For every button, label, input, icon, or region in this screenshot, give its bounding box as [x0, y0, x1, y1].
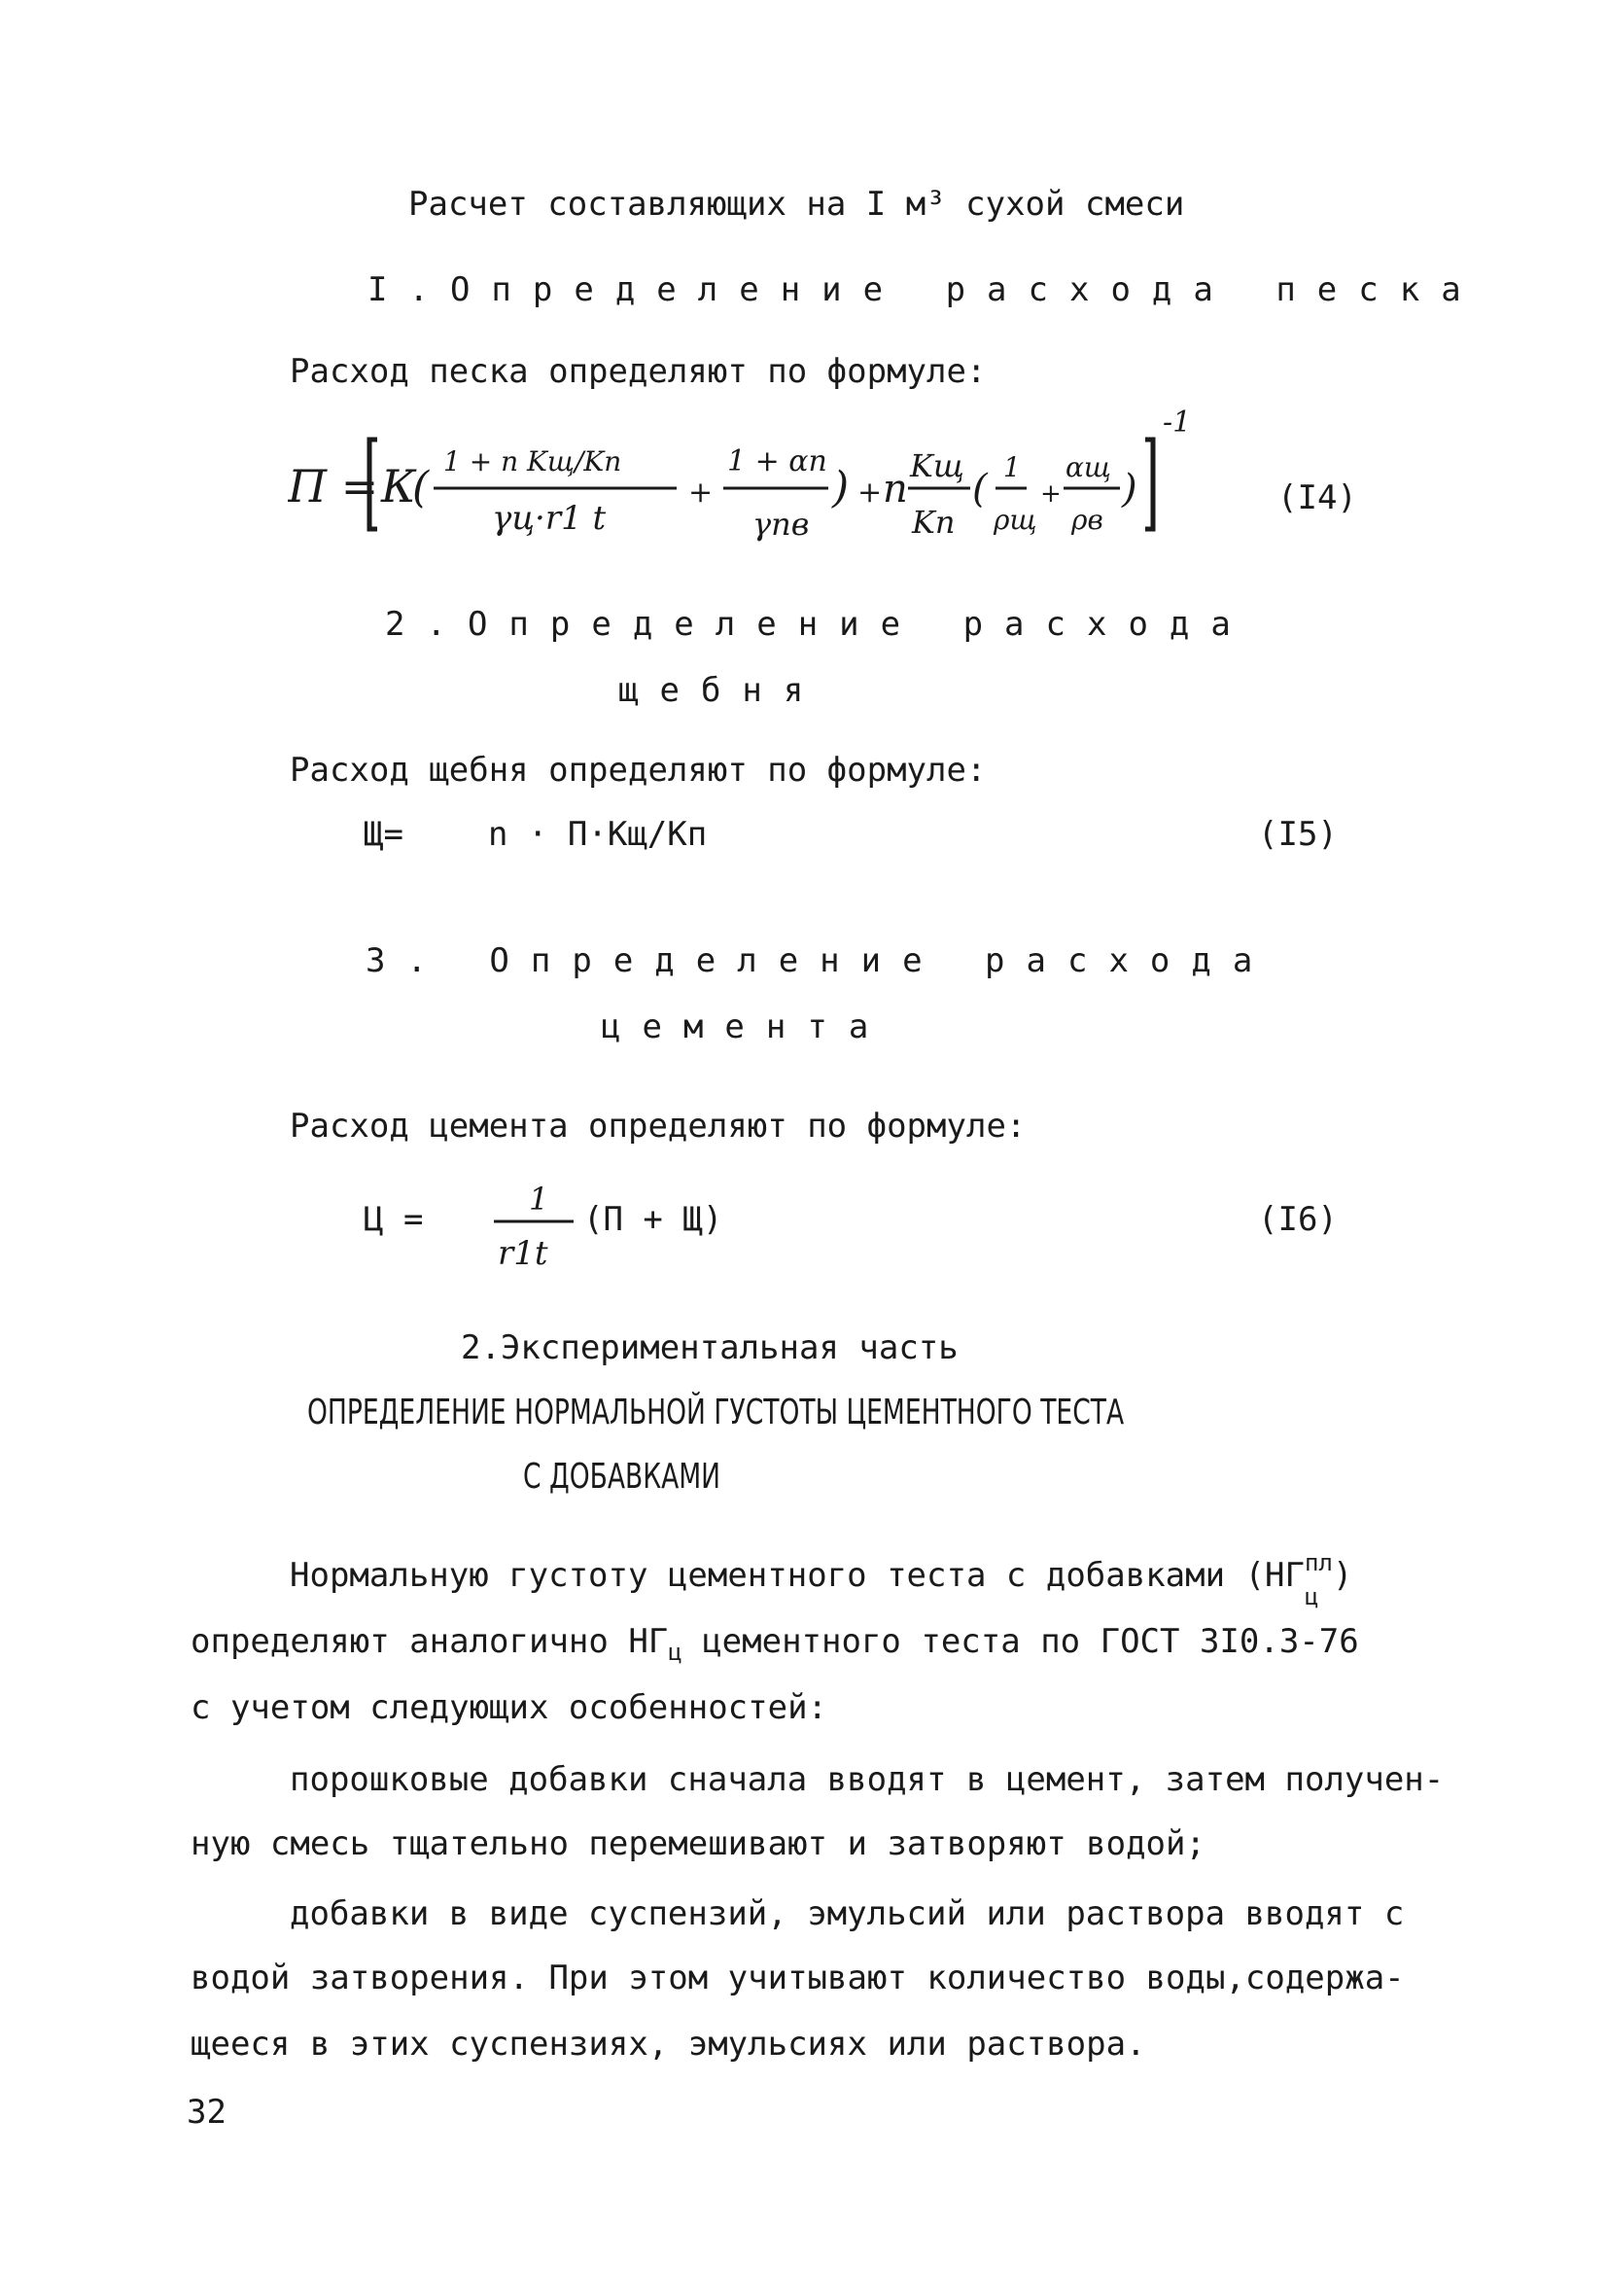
eq14-paren-open-2: (	[972, 467, 988, 512]
eq14-plus: +	[688, 476, 714, 510]
eq16-rhs: (П + Щ)	[583, 1200, 723, 1239]
eq14-paren-close-2: )	[1122, 467, 1137, 512]
section-3-intro: Расход цемента определяют по формуле:	[290, 1107, 1027, 1146]
p1-sup: пл	[1304, 1549, 1333, 1576]
eq14-lhs: П =	[288, 460, 379, 512]
paragraph-1-line3: с учетом следующих особенностей:	[191, 1688, 828, 1727]
section-3-heading-line2: цемента	[601, 1007, 891, 1046]
eq14-t1-den: γц·r1 t	[492, 499, 607, 538]
eq16-num: 1	[529, 1181, 549, 1218]
formula-i4	[288, 393, 1240, 558]
eq14-power: -1	[1163, 406, 1192, 440]
eq14-plus-3: +	[1040, 479, 1062, 509]
eq14-kshch: Kщ	[910, 447, 964, 484]
p1-close: )	[1332, 1556, 1353, 1595]
eq14-one: 1	[1003, 451, 1021, 483]
experimental-title-line1: ОПРЕДЕЛЕНИЕ НОРМАЛЬНОЙ ГУСТОТЫ ЦЕМЕНТНОГО ТЕСТА	[307, 1393, 1125, 1432]
eq14-t1-num: 1 + n Kщ/Kп	[443, 445, 622, 477]
paragraph-2-line2: ную смесь тщательно перемешивают и затворяют водой;	[191, 1824, 1205, 1863]
eq14-k: К	[381, 460, 416, 512]
eq14-paren-open: (	[412, 463, 430, 512]
eq14-rho-b: ρв	[1071, 504, 1103, 536]
eq16-den: r1t	[498, 1234, 548, 1273]
p1-line2-sub: ц	[668, 1638, 682, 1666]
paragraph-2-line1: порошковые добавки сначала вводят в цемент, затем получен-	[290, 1760, 1445, 1799]
eq16-number: (I6)	[1258, 1200, 1338, 1239]
eq14-t2-den: γпв	[752, 506, 810, 543]
eq14-kp: Kп	[912, 504, 956, 541]
section-1-heading: I.Определение расхода песка	[367, 270, 1483, 309]
p1-line2b: цементного теста по ГОСТ 3I0.3-76	[681, 1622, 1359, 1661]
eq14-rho-c: ρщ	[994, 504, 1037, 536]
eq14-plus-2: +	[857, 476, 883, 510]
experimental-heading: 2.Экспериментальная часть	[461, 1328, 959, 1367]
section-2-heading-line1: 2.Определение расхода	[385, 605, 1252, 644]
experimental-title-line2: С ДОБАВКАМИ	[523, 1457, 721, 1497]
eq14-number: (I4)	[1277, 478, 1357, 517]
eq14-right-bracket	[1145, 440, 1153, 529]
paragraph-1-line1	[290, 1549, 1353, 1610]
section-2-heading-line2: щебня	[618, 671, 825, 710]
section-3-heading-line1: 3. Определение расхода	[366, 941, 1275, 980]
section-1-intro: Расход песка определяют по формуле:	[290, 352, 987, 391]
eq14-paren-close: )	[832, 463, 850, 512]
p1-sub: ц	[1304, 1583, 1319, 1610]
paragraph-3-line1: добавки в виде суспензий, эмульсий или раствора вводят с	[290, 1894, 1405, 1933]
eq14-n: n	[883, 467, 908, 512]
eq16-lhs: Ц =	[364, 1200, 424, 1239]
eq14-t2-num: 1 + αп	[727, 444, 827, 478]
p1-text: Нормальную густоту цементного теста с добавками (НГ	[290, 1556, 1305, 1595]
eq15-number: (I5)	[1258, 815, 1338, 854]
eq15-lhs: Щ=	[364, 815, 403, 854]
paragraph-1-line2	[191, 1622, 1359, 1666]
eq15-rhs: n · П·Кщ/Кп	[488, 815, 708, 854]
page-number: 32	[187, 2093, 227, 2132]
page-title-text: Расчет составляющих на I м³ сухой смеси	[408, 185, 1185, 224]
paragraph-3-line2: водой затворения. При этом учитывают количество воды,содержа-	[191, 1959, 1405, 1997]
eq14-alpha: αщ	[1066, 451, 1111, 483]
paragraph-3-line3: щееся в этих суспензиях, эмульсиях или раствора.	[191, 2025, 1146, 2064]
p1-line2a: определяют аналогично НГ	[191, 1622, 669, 1661]
page-title	[408, 185, 1184, 224]
section-2-intro: Расход щебня определяют по формуле:	[290, 751, 987, 790]
